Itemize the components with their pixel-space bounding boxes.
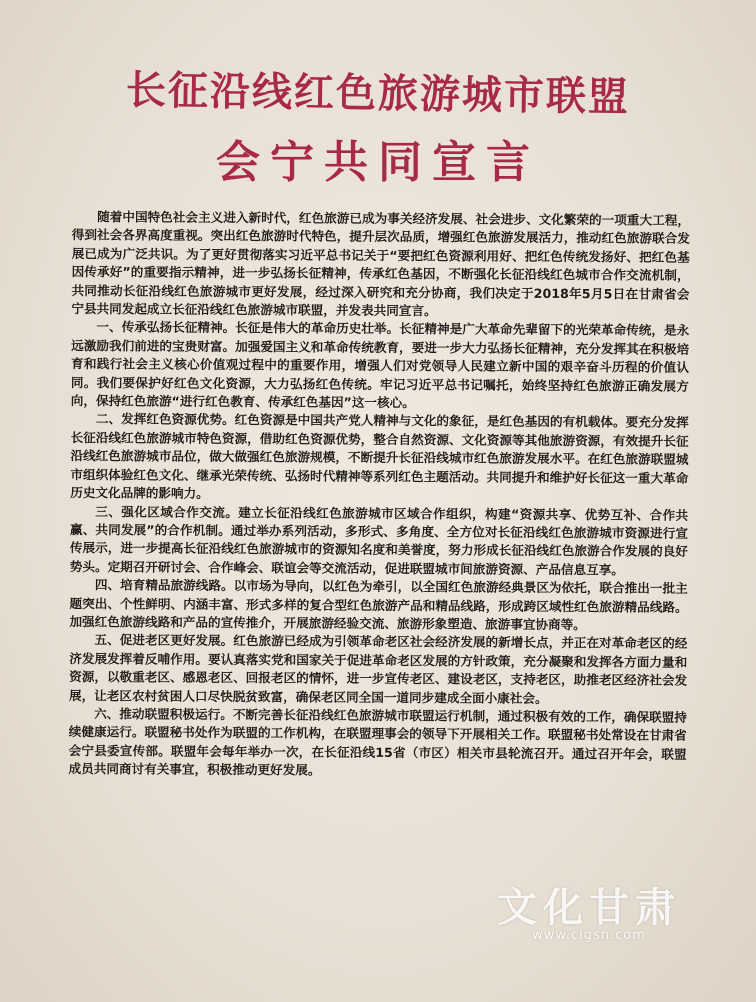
section-paragraph-5: 五、促进老区更好发展。红色旅游已经成为引领革命老区社会经济发展的新增长点，并正在对革命老区的经济发展发挥着反哺作用。要认真落实党和国家关于促进革命老区发展的方针政策，充分凝聚和发挥各方面力量和资源，以敬重老区、感恩老区、回报老区的情怀，进一步宣传老区、建设老区，支持老区，助推老区经济社会发展，让老区农村贫困人口尽快脱贫致富，确保老区同全国一道同步建成全面小康社会。: [68, 632, 688, 706]
document-subtitle: 会宁共同宣言: [216, 137, 540, 188]
intro-paragraph: 随着中国特色社会主义进入新时代，红色旅游已成为事关经济发展、社会进步、文化繁荣的一项重大工程，得到社会各界高度重视。突出红色旅游时代特色，提升层次品质，增强红色旅游发展活力，推动红色旅游联合发展已成为广泛共识。为了更好贯彻落实习近平总书记关于“要把红色资源利用好、把红色传统发扬好、把红色基因传承好”的重要指示精神，进一步弘扬长征精神，传承红色基因，不断强化长征沿线红色城市合作交流机制，共同推动长征沿线红色旅游城市更好发展，经过深入研究和充分协商，我们决定于2018年5月5日在甘肃省会宁县共同发起成立长征沿线红色旅游城市联盟，并发表共同宣言。: [71, 209, 690, 319]
section-paragraph-2: 二、发挥红色资源优势。红色资源是中国共产党人精神与文化的象征，是红色基因的有机载体。要充分发挥长征沿线红色旅游城市特色资源，借助红色资源优势，整合自然资源、文化资源等其他旅游资源，有效提升长征沿线红色旅游城市品位，做大做强红色旅游规模，不断提升长征沿线城市红色旅游发展水平。在红色旅游联盟城市组织体验红色文化、继承光荣传统、弘扬时代精神等系列红色主题活动。共同提升和维护好长征这一重大革命历史文化品牌的影响力。: [70, 411, 689, 501]
watermark-url: www.cigsn.com: [532, 928, 646, 943]
document-title: 长征沿线红色旅游城市联盟: [125, 66, 631, 121]
section-paragraph-1: 一、传承弘扬长征精神。长征是伟大的革命历史壮举。长征精神是广大革命先辈留下的光荣革命传统，是永远激励我们前进的宝贵财富。加强爱国主义和革命传统教育，要进一步大力弘扬长征精神，充分发挥其在积极培育和践行社会主义核心价值观过程中的重要作用，增强人们对党领导人民建立新中国的艰辛奋斗历程的价值认同。我们要保护好红色文化资源，大力弘扬红色传统。牢记习近平总书记嘱托，始终坚持红色旅游正确发展方向，保持红色旅游“进行红色教育、传承红色基因”这一核心。: [70, 319, 690, 411]
site-watermark: [474, 876, 704, 956]
watermark-logo: 文化甘肃: [497, 884, 681, 931]
section-paragraph-4: 四、培育精品旅游线路。以市场为导向，以红色为牵引，以全国红色旅游经典景区为依托，联合推出一批主题突出、个性鲜明、内涵丰富、形式多样的复合型红色旅游产品和精品线路，形成跨区域性红色旅游精品线路。加强红色旅游线路和产品的宣传推介，开展旅游经验交流、旅游形象塑造、旅游事宜协商等。: [69, 577, 688, 633]
section-paragraph-3: 三、强化区域合作交流。建立长征沿线红色旅游城市区域合作组织，构建“资源共享、优势互补、合作共赢、共同发展”的合作机制。通过举办系列活动，多形式、多角度、全方位对长征沿线红色旅游城市资源进行宣传展示，进一步提高长征沿线红色旅游城市的资源知名度和美誉度，努力形成长征沿线红色旅游合作发展的良好势头。定期召开研讨会、合作峰会、联谊会等交流活动，促进联盟城市间旅游资源、产品信息互享。: [69, 503, 689, 578]
section-paragraph-6: 六、推动联盟积极运行。不断完善长征沿线红色旅游城市联盟运行机制，通过积极有效的工作，确保联盟持续健康运行。联盟秘书处作为联盟的工作机构，在联盟理事会的领导下开展相关工作。联盟秘书处常设在甘肃省会宁县委宣传部。联盟年会每年举办一次，在长征沿线15省（市区）相关市县轮流召开。通过召开年会，联盟成员共同商讨有关事宜，积极推动更好发展。: [68, 706, 687, 778]
declaration-body: [69, 208, 690, 782]
